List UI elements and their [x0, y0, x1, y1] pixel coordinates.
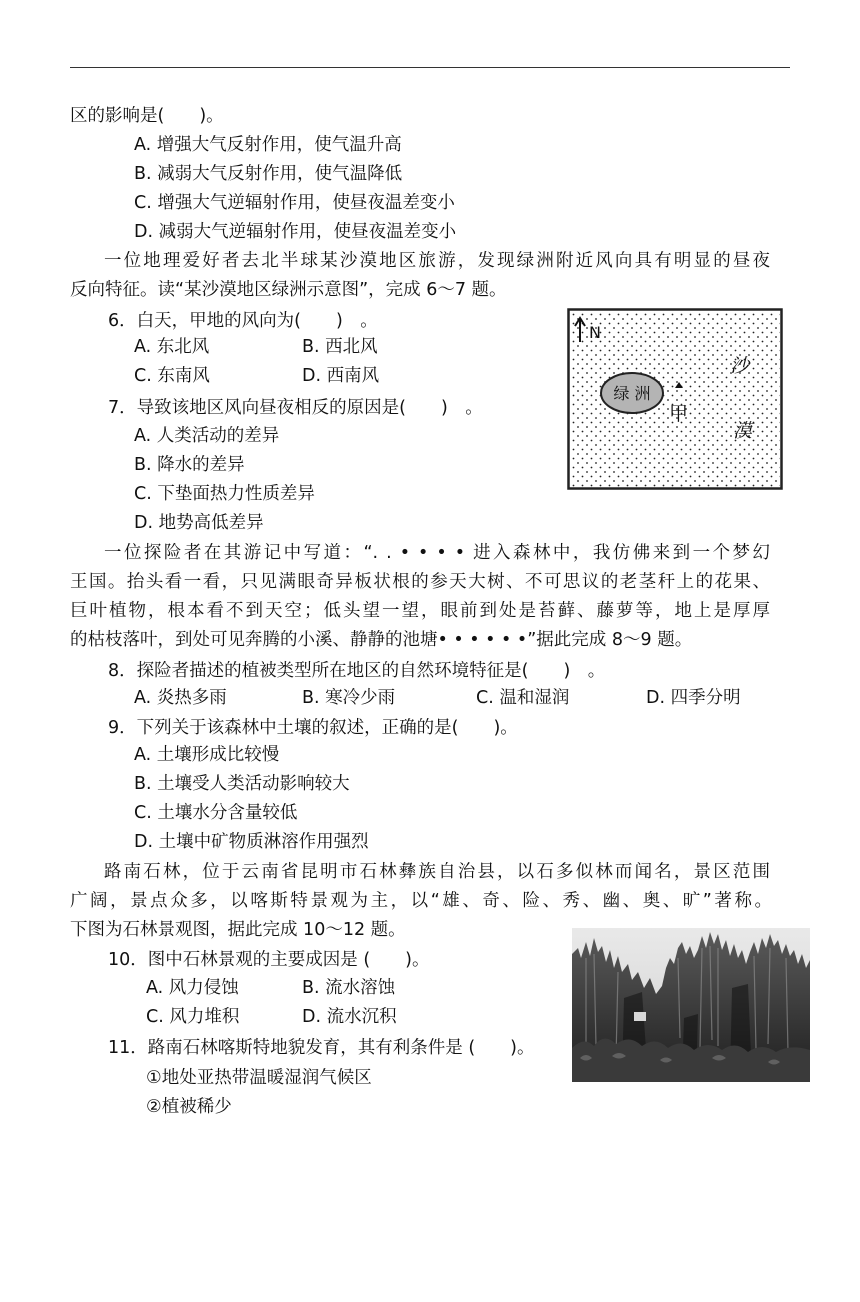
- q11-condition-1: ①地处亚热带温暖湿润气候区: [146, 1068, 372, 1088]
- q11-stem: 11．路南石林喀斯特地貌发育，其有利条件是 ( )。: [108, 1038, 535, 1058]
- intro-8-9-line-1: 一位探险者在其游记中写道：“. . • • • • 进入森林中，我仿佛来到一个梦幻: [104, 543, 770, 563]
- q11-condition-2: ②植被稀少: [146, 1097, 232, 1117]
- q8-option-d: D. 四季分明: [646, 688, 741, 708]
- q6-option-c: C. 东南风: [134, 366, 210, 386]
- intro-8-9-line-3: 巨叶植物，根本看不到天空；低头望一望，眼前到处是苔藓、藤萝等，地上是厚厚: [70, 601, 770, 621]
- q7-stem: 7．导致该地区风向昼夜相反的原因是( ) 。: [108, 398, 483, 418]
- q10-option-a: A. 风力侵蚀: [146, 978, 239, 998]
- q9-option-c: C. 土壤水分含量较低: [134, 803, 298, 823]
- q5-option-a: A. 增强大气反射作用，使气温升高: [134, 135, 402, 155]
- q8-option-b: B. 寒冷少雨: [302, 688, 396, 708]
- q5-option-d: D. 减弱大气逆辐射作用，使昼夜温差变小: [134, 222, 457, 242]
- q10-stem: 10．图中石林景观的主要成因是 ( )。: [108, 950, 430, 970]
- intro-6-7-line-1: 一位地理爱好者去北半球某沙漠地区旅游，发现绿洲附近风向具有明显的昼夜: [104, 251, 770, 271]
- point-label: 甲: [669, 403, 689, 425]
- q8-stem: 8．探险者描述的植被类型所在地区的自然环境特征是( ) 。: [108, 661, 606, 681]
- q5-option-b: B. 减弱大气反射作用，使气温降低: [134, 164, 403, 184]
- q5-option-c: C. 增强大气逆辐射作用，使昼夜温差变小: [134, 193, 455, 213]
- north-label: N: [589, 323, 601, 342]
- header-rule: [70, 67, 790, 68]
- q8-option-c: C. 温和湿润: [476, 688, 570, 708]
- intro-8-9-line-4: 的枯枝落叶，到处可见奔腾的小溪、静静的池塘• • • • • •”据此完成 8～9 题。: [70, 630, 693, 650]
- intro-8-9-line-2: 王国。抬头看一看，只见满眼奇异板状根的参天大树、不可思议的老茎秆上的花果、: [70, 572, 770, 592]
- q9-option-d: D. 土壤中矿物质淋溶作用强烈: [134, 832, 369, 852]
- q7-option-d: D. 地势高低差异: [134, 513, 264, 533]
- intro-10-12-line-2: 广阔，景点众多，以喀斯特景观为主，以“雄、奇、险、秀、幽、奥、旷”著称。: [70, 891, 772, 911]
- q6-option-d: D. 西南风: [302, 366, 380, 386]
- q9-option-a: A. 土壤形成比较慢: [134, 745, 280, 765]
- q9-stem: 9．下列关于该森林中土壤的叙述，正确的是( )。: [108, 718, 518, 738]
- desert-label-1: 沙: [730, 355, 750, 377]
- desert-label-2: 漠: [733, 420, 753, 442]
- intro-6-7-line-2: 反向特征。读“某沙漠地区绿洲示意图”，完成 6～7 题。: [70, 280, 507, 300]
- q10-option-c: C. 风力堆积: [146, 1007, 240, 1027]
- intro-10-12-line-1: 路南石林，位于云南省昆明市石林彝族自治县，以石多似林而闻名，景区范围: [104, 862, 770, 882]
- oasis-label: 绿 洲: [613, 384, 651, 403]
- q5-stem-tail: 区的影响是( )。: [70, 106, 224, 126]
- q6-stem: 6．白天，甲地的风向为( ) 。: [108, 311, 378, 331]
- q6-option-b: B. 西北风: [302, 337, 378, 357]
- q10-option-d: D. 流水沉积: [302, 1007, 397, 1027]
- q10-option-b: B. 流水溶蚀: [302, 978, 396, 998]
- q7-option-a: A. 人类活动的差异: [134, 426, 280, 446]
- q7-option-b: B. 降水的差异: [134, 455, 245, 475]
- stone-forest-photo: [572, 928, 810, 1082]
- stone-inscription-plaque: [634, 1012, 646, 1021]
- q9-option-b: B. 土壤受人类活动影响较大: [134, 774, 350, 794]
- q6-option-a: A. 东北风: [134, 337, 210, 357]
- q8-option-a: A. 炎热多雨: [134, 688, 227, 708]
- q7-option-c: C. 下垫面热力性质差异: [134, 484, 315, 504]
- oasis-map-figure: [567, 308, 783, 490]
- intro-10-12-line-3: 下图为石林景观图，据此完成 10～12 题。: [70, 920, 406, 940]
